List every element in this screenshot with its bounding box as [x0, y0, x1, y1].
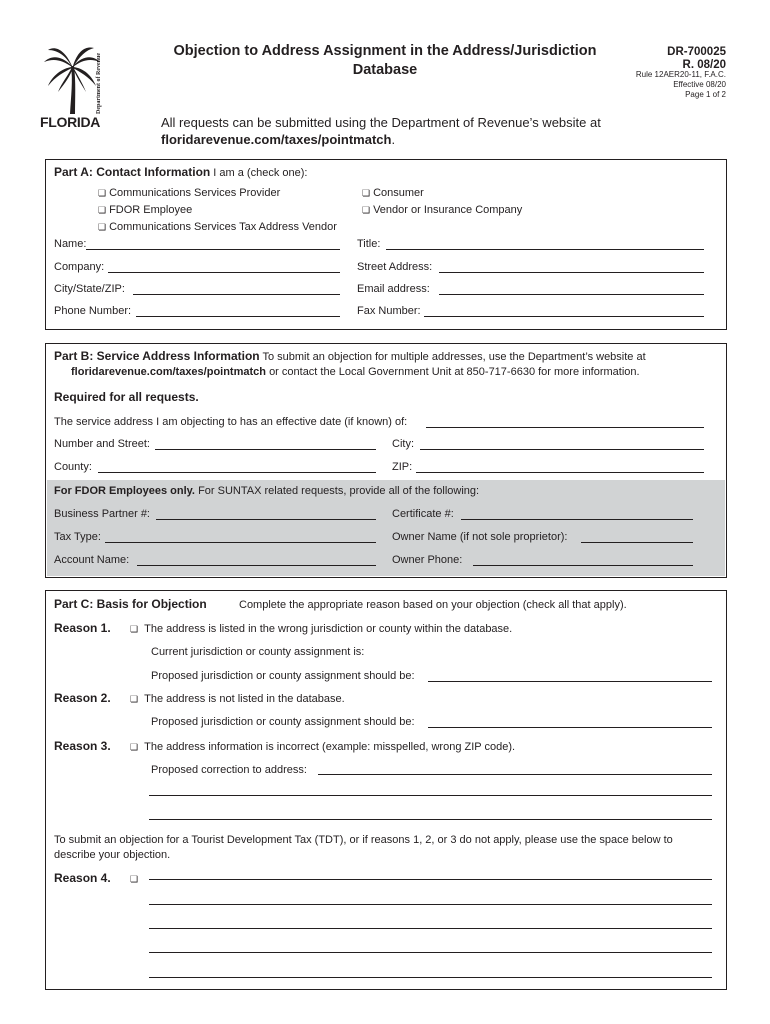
- reason-3-proposed-label: Proposed correction to address:: [151, 764, 307, 776]
- owner-phone-field[interactable]: [473, 565, 693, 566]
- county-field[interactable]: [98, 472, 376, 473]
- business-partner-label: Business Partner #:: [54, 508, 150, 520]
- tax-type-label: Tax Type:: [54, 531, 101, 543]
- effective-date-label: The service address I am objecting to has an effective date (if known) of:: [54, 416, 408, 428]
- palm-tree-icon: [40, 46, 104, 116]
- tdt-line-2: describe your objection.: [54, 849, 171, 861]
- fdor-section: For FDOR Employees only. For SUNTAX related requests, provide all of the following: Business Partner #: Certificate #: Tax Type: Owner Name (if not sole proprietor): Account Name: Owner Phone:: [47, 480, 725, 576]
- part-b-box: Part B: Service Address Information To submit an objection for multiple addresses, use the Department’s website at floridarevenue.com/taxes/pointmatch or contact the Local Government Unit at 850-717-6630 for more information. Required for all requests. The service address I am objecting to has an effective date (if known) of: Number and Street: City: County: ZIP: For FDOR Employees only. For SUNTAX related requests, provide all of the following: Business Partner #: Certificate #: Tax Type: Owner Name (if not sole proprietor): Account Name: Owner Phone:: [45, 343, 727, 578]
- name-label: Name:: [54, 238, 87, 250]
- reason-2-proposed-label: Proposed jurisdiction or county assignment should be:: [151, 716, 415, 728]
- owner-phone-label: Owner Phone:: [392, 554, 463, 566]
- company-label: Company:: [54, 261, 105, 273]
- reason-4-line-5[interactable]: [149, 977, 712, 978]
- option-fdor[interactable]: ❏ FDOR Employee: [98, 204, 193, 216]
- reason-2-option[interactable]: ❏ The address is not listed in the database.: [130, 693, 345, 705]
- part-b-desc: To submit an objection for multiple addresses, use the Department’s website at: [262, 351, 646, 363]
- page-number: Page 1 of 2: [685, 90, 726, 99]
- account-name-field[interactable]: [137, 565, 376, 566]
- phone-field[interactable]: [136, 316, 340, 317]
- part-c-heading: Part C: Basis for Objection: [54, 597, 207, 611]
- email-field[interactable]: [439, 294, 704, 295]
- logo-word: FLORIDA: [40, 114, 101, 130]
- reason-3-line-3[interactable]: [149, 819, 712, 820]
- business-partner-field[interactable]: [156, 519, 376, 520]
- part-a-subheading: I am a (check one):: [213, 167, 308, 179]
- number-street-field[interactable]: [155, 449, 376, 450]
- account-name-label: Account Name:: [54, 554, 130, 566]
- owner-name-label: Owner Name (if not sole proprietor):: [392, 531, 568, 543]
- part-b-heading: Part B: Service Address Information: [54, 349, 260, 363]
- rule-text: Rule 12AER20-11, F.A.C.: [635, 70, 726, 79]
- reason-1-option[interactable]: ❏ The address is listed in the wrong jurisdiction or county within the database.: [130, 623, 513, 635]
- logo-side-text: Department of Revenue: [96, 53, 102, 114]
- reason-3-line-2[interactable]: [149, 795, 712, 796]
- part-a-heading: Part A: Contact Information: [54, 165, 211, 179]
- zip-field[interactable]: [416, 472, 704, 473]
- required-heading: Required for all requests.: [54, 390, 199, 404]
- part-c-instruction: Complete the appropriate reason based on your objection (check all that apply).: [239, 599, 627, 611]
- phone-label: Phone Number:: [54, 305, 132, 317]
- reason-4-line-1[interactable]: [149, 879, 712, 880]
- checkbox-icon[interactable]: ❏: [130, 742, 139, 752]
- intro-text: All requests can be submitted using the Department of Revenue’s website at floridarevenue.com/taxes/pointmatch.: [161, 114, 621, 148]
- part-c-box: [45, 590, 727, 990]
- reason-1-proposed-label: Proposed jurisdiction or county assignment should be:: [151, 670, 415, 682]
- company-field[interactable]: [108, 272, 340, 273]
- name-field[interactable]: [86, 249, 340, 250]
- option-vendor-insurance[interactable]: ❏ Vendor or Insurance Company: [362, 204, 523, 216]
- checkbox-icon[interactable]: ❏: [98, 222, 107, 232]
- email-label: Email address:: [357, 283, 430, 295]
- city-label: City/State/ZIP:: [54, 283, 125, 295]
- checkbox-icon[interactable]: ❏: [130, 874, 139, 884]
- title-field[interactable]: [386, 249, 704, 250]
- effective-text: Effective 08/20: [673, 80, 726, 89]
- page-title: [160, 42, 610, 80]
- street-field[interactable]: [439, 272, 704, 273]
- part-b-link[interactable]: floridarevenue.com/taxes/pointmatch: [71, 366, 266, 378]
- reason-4-line-4[interactable]: [149, 952, 712, 953]
- checkbox-icon[interactable]: ❏: [130, 624, 139, 634]
- county-label: County:: [54, 461, 92, 473]
- fdor-heading: For FDOR Employees only.: [54, 485, 195, 497]
- reason-2-label: Reason 2.: [54, 691, 111, 705]
- rule-block: [636, 70, 726, 100]
- reason-4-line-3[interactable]: [149, 928, 712, 929]
- b-city-field[interactable]: [420, 449, 704, 450]
- intro-line: All requests can be submitted using the Department of Revenue’s website at: [161, 115, 601, 130]
- checkbox-icon[interactable]: ❏: [130, 694, 139, 704]
- number-street-label: Number and Street:: [54, 438, 150, 450]
- fax-field[interactable]: [424, 316, 704, 317]
- reason-3-option[interactable]: ❏ The address information is incorrect (example: misspelled, wrong ZIP code).: [130, 741, 516, 753]
- part-a-box: [45, 159, 727, 330]
- checkbox-icon[interactable]: ❏: [98, 188, 107, 198]
- owner-name-field[interactable]: [581, 542, 693, 543]
- form-number-block: [667, 46, 726, 72]
- street-label: Street Address:: [357, 261, 433, 273]
- certificate-field[interactable]: [461, 519, 693, 520]
- intro-link[interactable]: floridarevenue.com/taxes/pointmatch: [161, 132, 392, 147]
- fax-label: Fax Number:: [357, 305, 421, 317]
- b-city-label: City:: [392, 438, 414, 450]
- checkbox-icon[interactable]: ❏: [362, 205, 371, 215]
- zip-label: ZIP:: [392, 461, 413, 473]
- title-line-2: Database: [352, 62, 418, 78]
- form-number: DR-700025: [667, 46, 726, 58]
- reason-2-proposed-field[interactable]: [428, 727, 712, 728]
- reason-4-option[interactable]: [130, 872, 141, 886]
- reason-1-proposed-field[interactable]: [428, 681, 712, 682]
- title-label: Title:: [357, 238, 381, 250]
- option-cst-vendor[interactable]: ❏ Communications Services Tax Address Vendor: [98, 221, 337, 233]
- reason-3-line-1[interactable]: [318, 774, 712, 775]
- reason-4-label: Reason 4.: [54, 871, 111, 885]
- reason-3-label: Reason 3.: [54, 739, 111, 753]
- tdt-line-1: To submit an objection for a Tourist Development Tax (TDT), or if reasons 1, 2, or 3 do not apply, please use the space below to: [54, 834, 673, 846]
- reason-1-current-label: Current jurisdiction or county assignment is:: [151, 646, 365, 658]
- reason-1-label: Reason 1.: [54, 621, 111, 635]
- title-line-1: Objection to Address Assignment in the Address/Jurisdiction: [173, 43, 597, 59]
- effective-date-field[interactable]: [426, 427, 704, 428]
- city-field[interactable]: [133, 294, 340, 295]
- certificate-label: Certificate #:: [392, 508, 454, 520]
- revision: R. 08/20: [682, 59, 726, 71]
- checkbox-icon[interactable]: ❏: [98, 205, 107, 215]
- tax-type-field[interactable]: [105, 542, 376, 543]
- reason-4-line-2[interactable]: [149, 904, 712, 905]
- checkbox-icon[interactable]: ❏: [362, 188, 371, 198]
- option-csp[interactable]: ❏ Communications Services Provider: [98, 187, 281, 199]
- option-consumer[interactable]: ❏ Consumer: [362, 187, 424, 199]
